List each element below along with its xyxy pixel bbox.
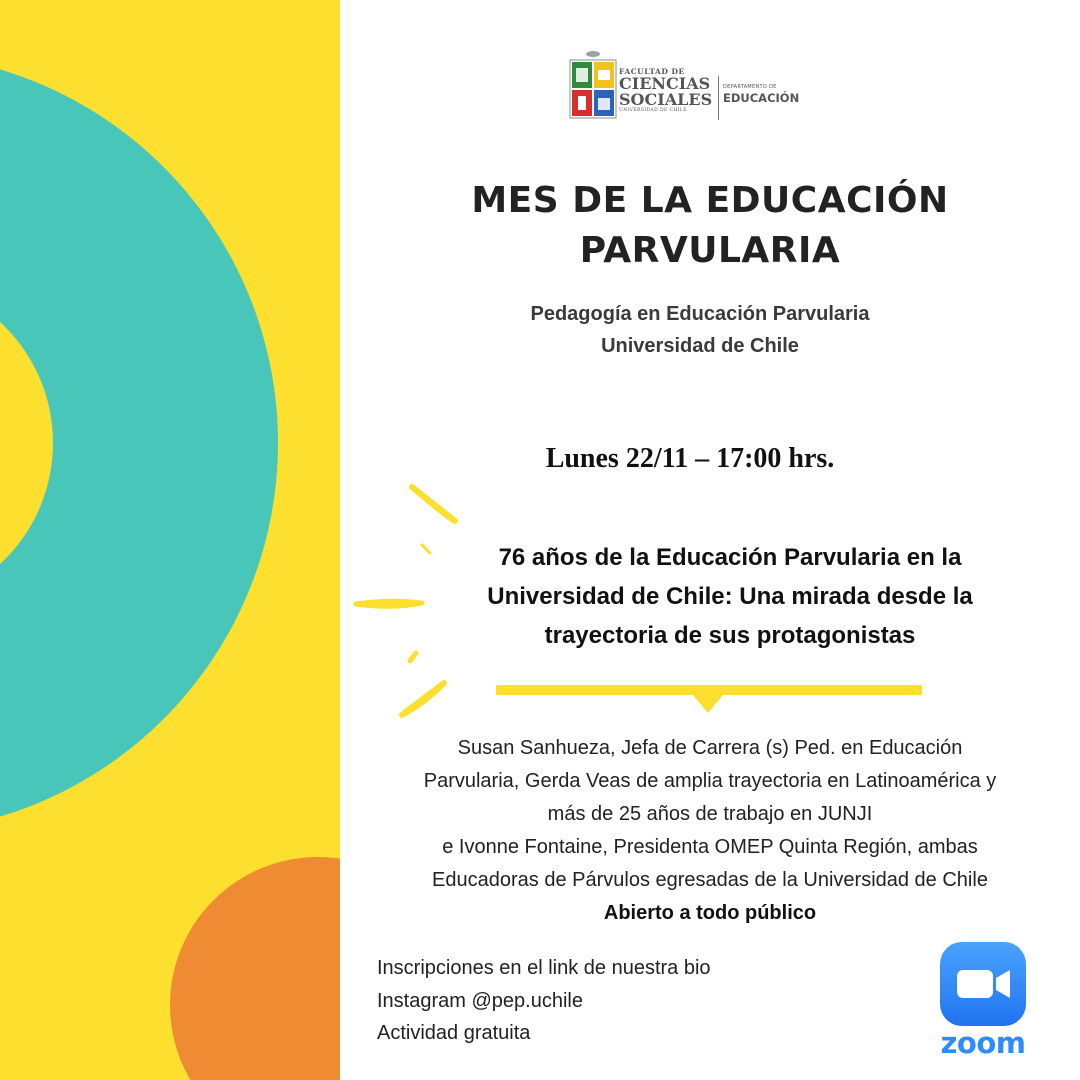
subtitle-line-1: Pedagogía en Educación Parvularia	[530, 303, 870, 325]
yellow-divider	[496, 685, 924, 715]
faculty-line-1: FACULTAD DE	[619, 67, 685, 76]
main-title-line-1: MES DE LA EDUCACIÓN	[471, 180, 949, 221]
zoom-wordmark: zoom	[940, 1026, 1026, 1060]
speakers-line-5: Educadoras de Párvulos egresadas de la Universidad de Chile	[432, 869, 988, 891]
faculty-line-4: UNIVERSIDAD DE CHILE	[619, 108, 687, 113]
faculty-logo	[568, 48, 828, 128]
decorative-left-panel	[0, 0, 340, 1080]
speakers-line-4: e Ivonne Fontaine, Presidenta OMEP Quinta Región, ambas	[442, 836, 978, 858]
open-public-label: Abierto a todo público	[603, 902, 817, 924]
subtitle	[390, 298, 1010, 362]
logo-divider	[718, 76, 719, 120]
faculty-line-2: CIENCIAS	[619, 74, 711, 93]
event-info	[377, 952, 711, 1050]
department-name	[723, 83, 799, 105]
main-title	[370, 176, 1050, 276]
faculty-name	[619, 68, 712, 114]
department-line-2: EDUCACIÓN	[723, 91, 800, 105]
event-date: Lunes 22/11 – 17:00 hrs.	[545, 443, 835, 474]
free-activity-text: Actividad gratuita	[377, 1022, 531, 1044]
speakers-description	[380, 732, 1040, 930]
event-title-line-3: trayectoria de sus protagonistas	[544, 622, 916, 649]
event-title	[440, 538, 1020, 655]
faculty-line-3: SOCIALES	[619, 90, 713, 109]
university-crest-icon	[568, 48, 618, 128]
registration-text: Inscripciones en el link de nuestra bio	[377, 957, 711, 979]
speakers-line-1: Susan Sanhueza, Jefa de Carrera (s) Ped. en Educación	[457, 737, 963, 759]
event-title-line-2: Universidad de Chile: Una mirada desde la	[487, 583, 973, 610]
decorative-shapes	[0, 0, 340, 1080]
main-title-line-2: PARVULARIA	[579, 230, 841, 271]
zoom-video-camera-icon	[940, 942, 1026, 1026]
instagram-handle: Instagram @pep.uchile	[377, 989, 583, 1012]
subtitle-line-2: Universidad de Chile	[601, 335, 799, 357]
department-line-1: DEPARTAMENTO DE	[723, 84, 777, 90]
speakers-line-2: Parvularia, Gerda Veas de amplia trayectoria en Latinoamérica y	[423, 770, 997, 792]
event-title-line-1: 76 años de la Educación Parvularia en la	[498, 544, 962, 571]
speakers-line-3: más de 25 años de trabajo en JUNJI	[547, 803, 873, 825]
